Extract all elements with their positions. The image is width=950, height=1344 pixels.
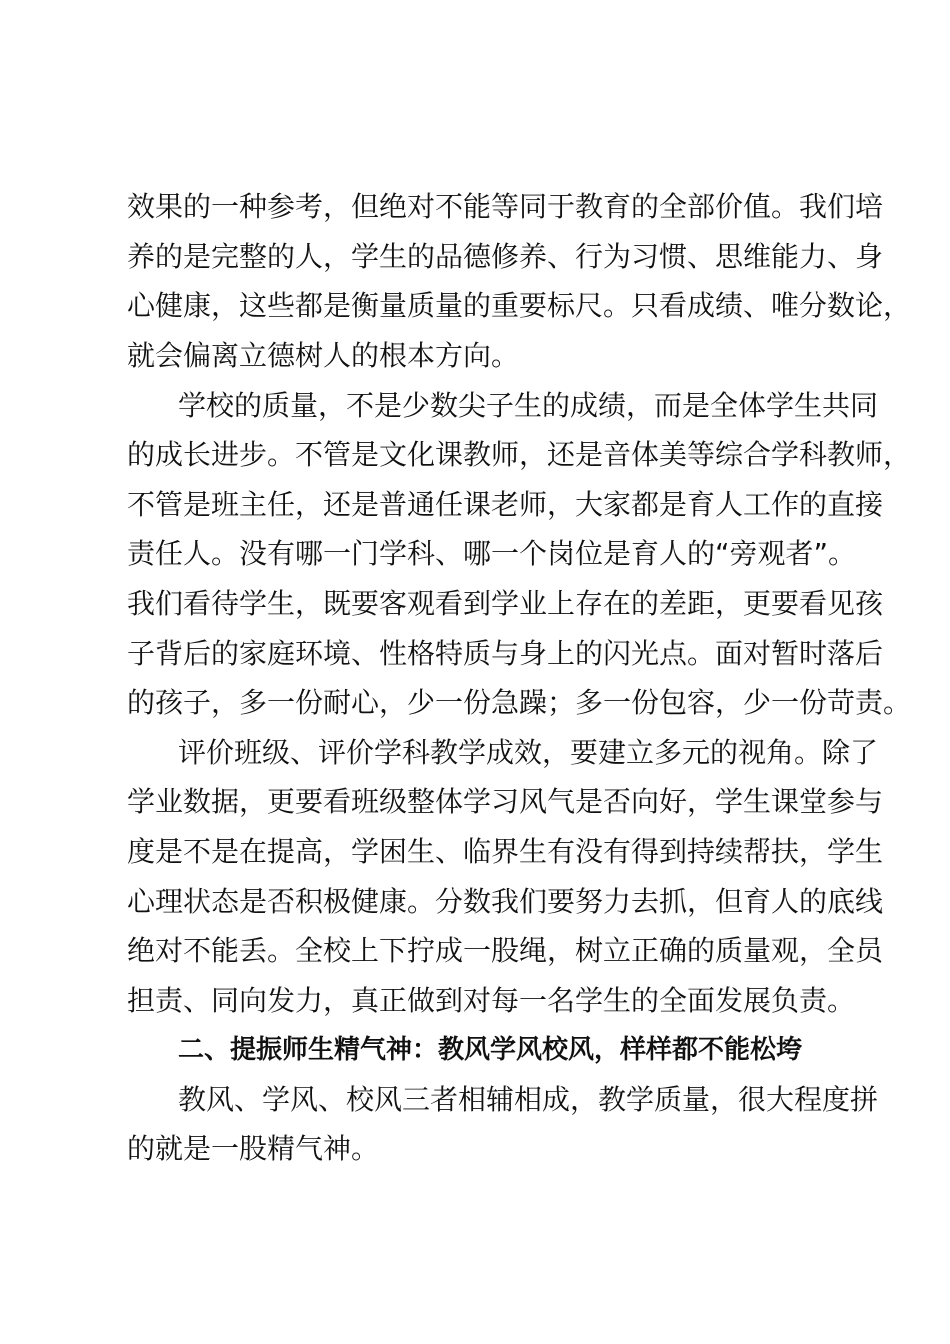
text-line: 心理状态是否积极健康。分数我们要努力去抓，但育人的底线 <box>127 885 884 918</box>
text-line: 的孩子，多一份耐心，少一份急躁；多一份包容，少一份苛责。 <box>127 686 912 719</box>
text-line: 的就是一股精气神。 <box>127 1132 380 1165</box>
text-line: 学业数据，更要看班级整体学习风气是否向好，学生课堂参与 <box>127 785 884 818</box>
text-line: 责任人。没有哪一门学科、哪一个岗位是育人的“旁观者”。 <box>127 537 857 570</box>
text-line: 评价班级、评价学科教学成效，要建立多元的视角。除了 <box>178 736 879 769</box>
text-line: 就会偏离立德树人的根本方向。 <box>127 339 520 372</box>
text-line: 绝对不能丢。全校上下拧成一股绳，树立正确的质量观，全员 <box>127 934 884 967</box>
text-line: 教风、学风、校风三者相辅相成，教学质量，很大程度拼 <box>178 1083 879 1116</box>
text-line: 的成长进步。不管是文化课教师，还是音体美等综合学科教师， <box>127 438 912 471</box>
section-heading: 二、提振师生精气神：教风学风校风，样样都不能松垮 <box>178 1035 803 1065</box>
text-line: 效果的一种参考，但绝对不能等同于教育的全部价值。我们培 <box>127 190 884 223</box>
text-line: 担责、同向发力，真正做到对每一名学生的全面发展负责。 <box>127 984 856 1017</box>
text-line: 我们看待学生，既要客观看到学业上存在的差距，更要看见孩 <box>127 587 884 620</box>
text-line: 子背后的家庭环境、性格特质与身上的闪光点。面对暂时落后 <box>127 637 884 670</box>
text-line: 度是不是在提高，学困生、临界生有没有得到持续帮扶，学生 <box>127 835 884 868</box>
text-line: 养的是完整的人，学生的品德修养、行为习惯、思维能力、身 <box>127 240 884 273</box>
text-line: 学校的质量，不是少数尖子生的成绩，而是全体学生共同 <box>178 389 879 422</box>
text-line: 心健康，这些都是衡量质量的重要标尺。只看成绩、唯分数论， <box>127 289 912 322</box>
text-line: 不管是班主任，还是普通任课老师，大家都是育人工作的直接 <box>127 488 884 521</box>
